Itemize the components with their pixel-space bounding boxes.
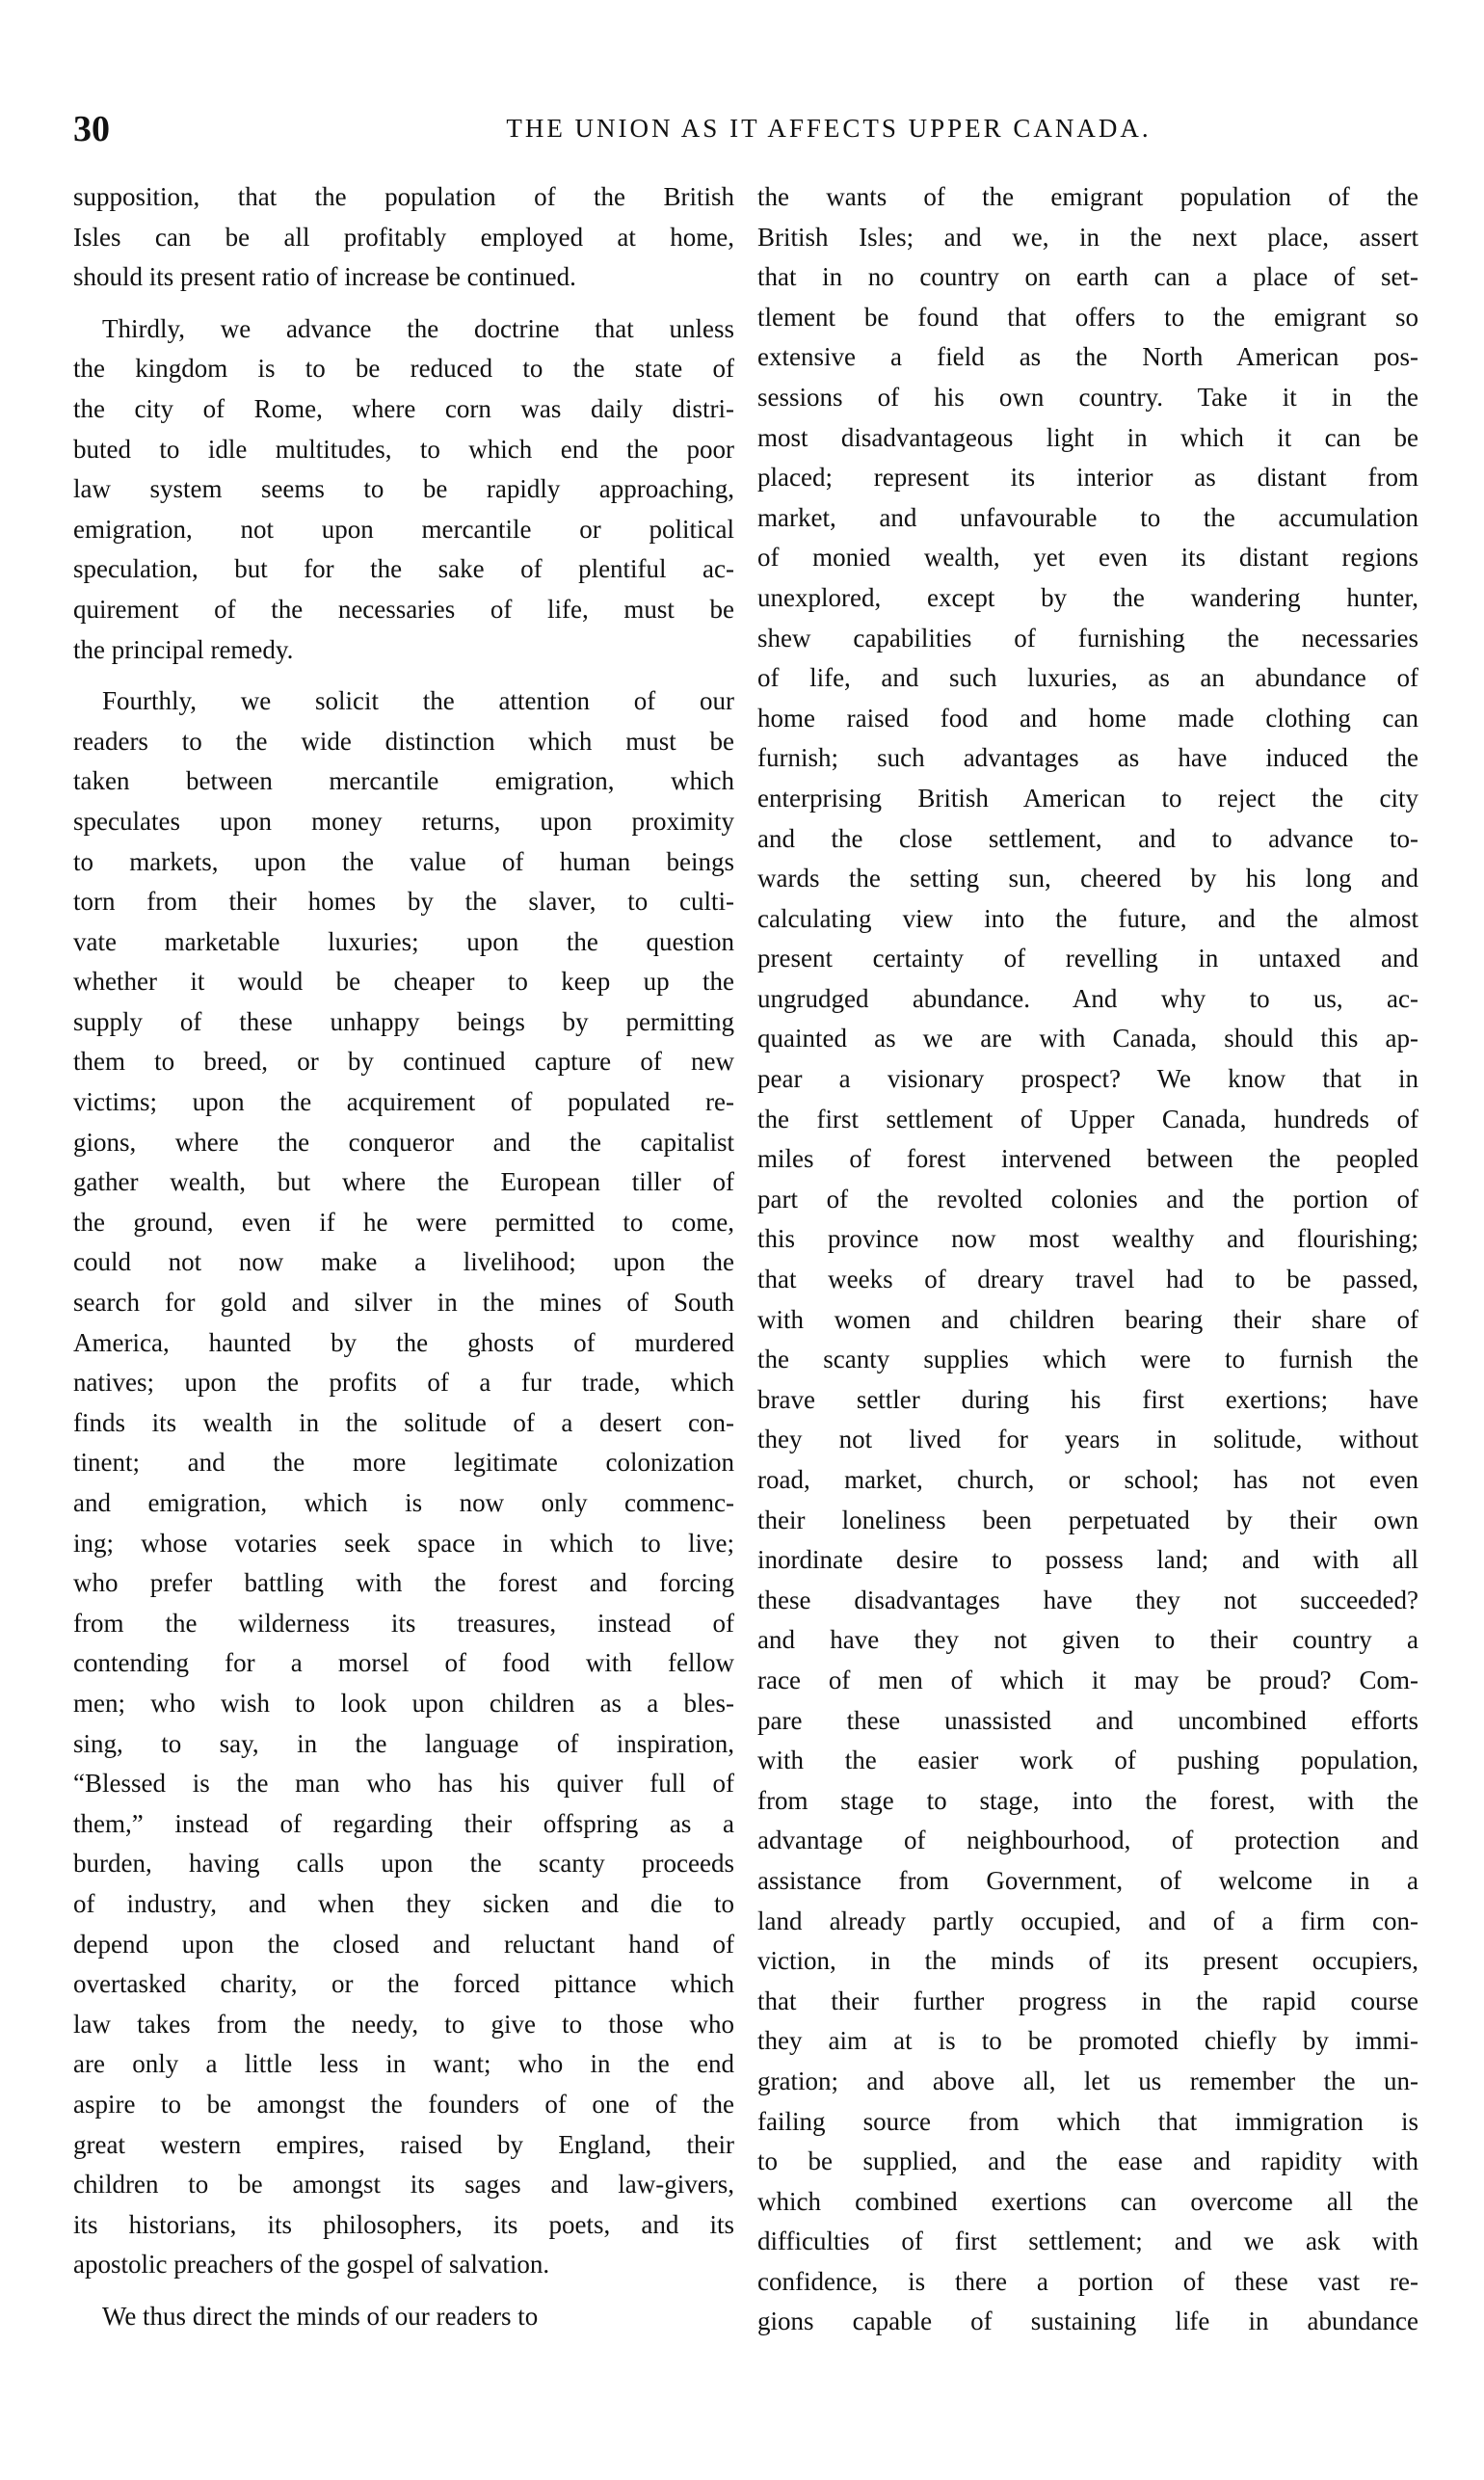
text-line: market, and unfavourable to the accumulation <box>757 502 1418 532</box>
text-line: supply of these unhappy beings by permitting <box>73 1006 734 1036</box>
text-line: search for gold and silver in the mines of South <box>73 1288 734 1318</box>
text-line: they aim at is to be promoted chiefly by immi- <box>757 2026 1418 2056</box>
text-line: viction, in the minds of its present occupiers, <box>757 1946 1418 1976</box>
text-line: whether it would be cheaper to keep up the <box>73 967 734 997</box>
paragraph <box>73 2297 734 2337</box>
text-line: of life, and such luxuries, as an abundance of <box>757 663 1418 693</box>
text-line: their loneliness been perpetuated by their own <box>757 1505 1418 1534</box>
text-line: home raised food and home made clothing can <box>757 703 1418 733</box>
text-line: present certainty of revelling in untaxed and <box>757 944 1418 973</box>
text-line: America, haunted by the ghosts of murdered <box>73 1327 734 1357</box>
text-line: gration; and above all, let us remember the un- <box>757 2066 1418 2095</box>
text-line: them to breed, or by continued capture of new <box>73 1047 734 1077</box>
text-line: inordinate desire to possess land; and with all <box>757 1545 1418 1575</box>
text-line: with the easier work of pushing population, <box>757 1746 1418 1775</box>
text-line: from the wilderness its treasures, instead of <box>73 1608 734 1638</box>
text-line: of monied wealth, yet even its distant regions <box>757 543 1418 573</box>
text-line: depend upon the closed and reluctant hand of <box>73 1929 734 1959</box>
text-line: victims; upon the acquirement of populated re- <box>73 1087 734 1117</box>
text-line: furnish; such advantages as have induced the <box>757 743 1418 773</box>
left-column <box>73 177 734 2348</box>
text-line: wards the setting sun, cheered by his long and <box>757 864 1418 893</box>
text-line: placed; represent its interior as distant from <box>757 463 1418 493</box>
text-line: the ground, even if he were permitted to come, <box>73 1207 734 1237</box>
text-line: natives; upon the profits of a fur trade, which <box>73 1368 734 1398</box>
text-line: overtasked charity, or the forced pittance which <box>73 1969 734 1999</box>
text-line: emigration, not upon mercantile or political <box>73 514 734 544</box>
text-line: Fourthly, we solicit the attention of our <box>102 686 734 716</box>
text-line: the first settlement of Upper Canada, hundreds of <box>757 1104 1418 1133</box>
page-number: 30 <box>73 109 110 149</box>
text-line: taken between mercantile emigration, which <box>73 766 734 796</box>
text-line: this province now most wealthy and flourishing; <box>757 1224 1418 1254</box>
text-line: pare these unassisted and uncombined efforts <box>757 1705 1418 1735</box>
text-line: the kingdom is to be reduced to the state of <box>73 354 734 384</box>
text-line: burden, having calls upon the scanty proceeds <box>73 1849 734 1879</box>
text-line: gather wealth, but where the European tiller of <box>73 1167 734 1197</box>
text-line: “Blessed is the man who has his quiver full of <box>73 1769 734 1799</box>
text-line: tlement be found that offers to the emigrant so <box>757 302 1418 332</box>
text-line: and the close settlement, and to advance to- <box>757 823 1418 853</box>
text-line: and emigration, which is now only commenc- <box>73 1488 734 1517</box>
text-line: these disadvantages have they not succeeded? <box>757 1585 1418 1614</box>
text-line: We thus direct the minds of our readers to <box>102 2301 539 2331</box>
paragraph <box>73 177 734 298</box>
text-line: its historians, its philosophers, its poets, and its <box>73 2209 734 2239</box>
text-line: difficulties of first settlement; and we ask with <box>757 2227 1418 2256</box>
text-line: the city of Rome, where corn was daily distri- <box>73 393 734 423</box>
text-line: with women and children bearing their share of <box>757 1304 1418 1334</box>
text-line: to markets, upon the value of human beings <box>73 846 734 876</box>
text-line: shew capabilities of furnishing the necessaries <box>757 623 1418 653</box>
text-line: ing; whose votaries seek space in which to live; <box>73 1528 734 1558</box>
text-line: law takes from the needy, to give to those who <box>73 2009 734 2039</box>
text-line: from stage to stage, into the forest, with the <box>757 1785 1418 1815</box>
text-line: gions capable of sustaining life in abundance <box>757 2307 1418 2336</box>
text-line: children to be amongst its sages and law-givers, <box>73 2170 734 2200</box>
text-line: Isles can be all profitably employed at home, <box>73 222 734 252</box>
text-line: sing, to say, in the language of inspiration, <box>73 1728 734 1758</box>
right-column <box>757 177 1418 2354</box>
text-line: finds its wealth in the solitude of a desert con- <box>73 1407 734 1437</box>
text-line: extensive a field as the North American pos- <box>757 342 1418 372</box>
text-line: which combined exertions can overcome all the <box>757 2186 1418 2216</box>
text-line: confidence, is there a portion of these vast re- <box>757 2266 1418 2296</box>
text-line: tinent; and the more legitimate colonization <box>73 1448 734 1478</box>
text-line: most disadvantageous light in which it can be <box>757 422 1418 452</box>
text-line: supposition, that the population of the British <box>73 182 734 211</box>
paragraph <box>73 309 734 670</box>
text-line: advantage of neighbourhood, of protection and <box>757 1826 1418 1855</box>
text-line: the principal remedy. <box>73 634 294 664</box>
text-line: the wants of the emigrant population of the <box>757 182 1418 211</box>
text-line: land already partly occupied, and of a firm con- <box>757 1906 1418 1935</box>
text-line: readers to the wide distinction which must be <box>73 726 734 756</box>
text-line: and have they not given to their country a <box>757 1625 1418 1655</box>
text-line: enterprising British American to reject the city <box>757 783 1418 813</box>
text-line: sessions of his own country. Take it in the <box>757 382 1418 412</box>
text-line: men; who wish to look upon children as a bles- <box>73 1688 734 1718</box>
text-line: of industry, and when they sicken and die to <box>73 1888 734 1918</box>
text-line: could not now make a livelihood; upon the <box>73 1247 734 1277</box>
text-line: them,” instead of regarding their offspring as a <box>73 1808 734 1838</box>
text-line: the scanty supplies which were to furnish the <box>757 1345 1418 1374</box>
text-line: aspire to be amongst the founders of one of the <box>73 2089 734 2119</box>
paragraph <box>73 681 734 2285</box>
text-line: gions, where the conqueror and the capitalist <box>73 1127 734 1157</box>
text-line: to be supplied, and the ease and rapidity with <box>757 2147 1418 2176</box>
text-line: should its present ratio of increase be continued. <box>73 262 576 292</box>
text-line: torn from their homes by the slaver, to culti- <box>73 887 734 917</box>
text-line: Thirdly, we advance the doctrine that unless <box>102 313 734 343</box>
text-line: speculation, but for the sake of plentiful ac- <box>73 554 734 584</box>
text-line: that weeks of dreary travel had to be passed, <box>757 1265 1418 1294</box>
text-line: pear a visionary prospect? We know that in <box>757 1064 1418 1094</box>
text-line: ungrudged abundance. And why to us, ac- <box>757 983 1418 1013</box>
text-line: that in no country on earth can a place of set- <box>757 262 1418 292</box>
text-line: British Isles; and we, in the next place, assert <box>757 222 1418 252</box>
text-line: law system seems to be rapidly approaching, <box>73 474 734 504</box>
text-line: calculating view into the future, and the almost <box>757 903 1418 933</box>
text-line: are only a little less in want; who in the end <box>73 2049 734 2079</box>
text-line: apostolic preachers of the gospel of salvation. <box>73 2250 550 2280</box>
text-line: part of the revolted colonies and the portion of <box>757 1184 1418 1213</box>
text-line: miles of forest intervened between the peopled <box>757 1144 1418 1174</box>
running-title: THE UNION AS IT AFFECTS UPPER CANADA. <box>506 114 1152 143</box>
text-line: quainted as we are with Canada, should this ap- <box>757 1024 1418 1053</box>
text-line: they not lived for years in solitude, without <box>757 1425 1418 1454</box>
text-line: failing source from which that immigration is <box>757 2106 1418 2136</box>
text-line: who prefer battling with the forest and forcing <box>73 1568 734 1598</box>
paragraph <box>757 177 1418 2342</box>
text-line: unexplored, except by the wandering hunter, <box>757 582 1418 612</box>
text-line: vate marketable luxuries; upon the question <box>73 926 734 956</box>
text-line: brave settler during his first exertions; have <box>757 1384 1418 1414</box>
text-line: road, market, church, or school; has not even <box>757 1465 1418 1494</box>
text-line: assistance from Government, of welcome in a <box>757 1865 1418 1895</box>
text-line: that their further progress in the rapid course <box>757 1986 1418 2015</box>
text-line: race of men of which it may be proud? Com- <box>757 1665 1418 1694</box>
text-line: great western empires, raised by England, their <box>73 2129 734 2159</box>
text-line: buted to idle multitudes, to which end the poor <box>73 434 734 464</box>
text-line: speculates upon money returns, upon proximity <box>73 806 734 836</box>
text-line: quirement of the necessaries of life, must be <box>73 594 734 624</box>
text-line: contending for a morsel of food with fellow <box>73 1648 734 1678</box>
